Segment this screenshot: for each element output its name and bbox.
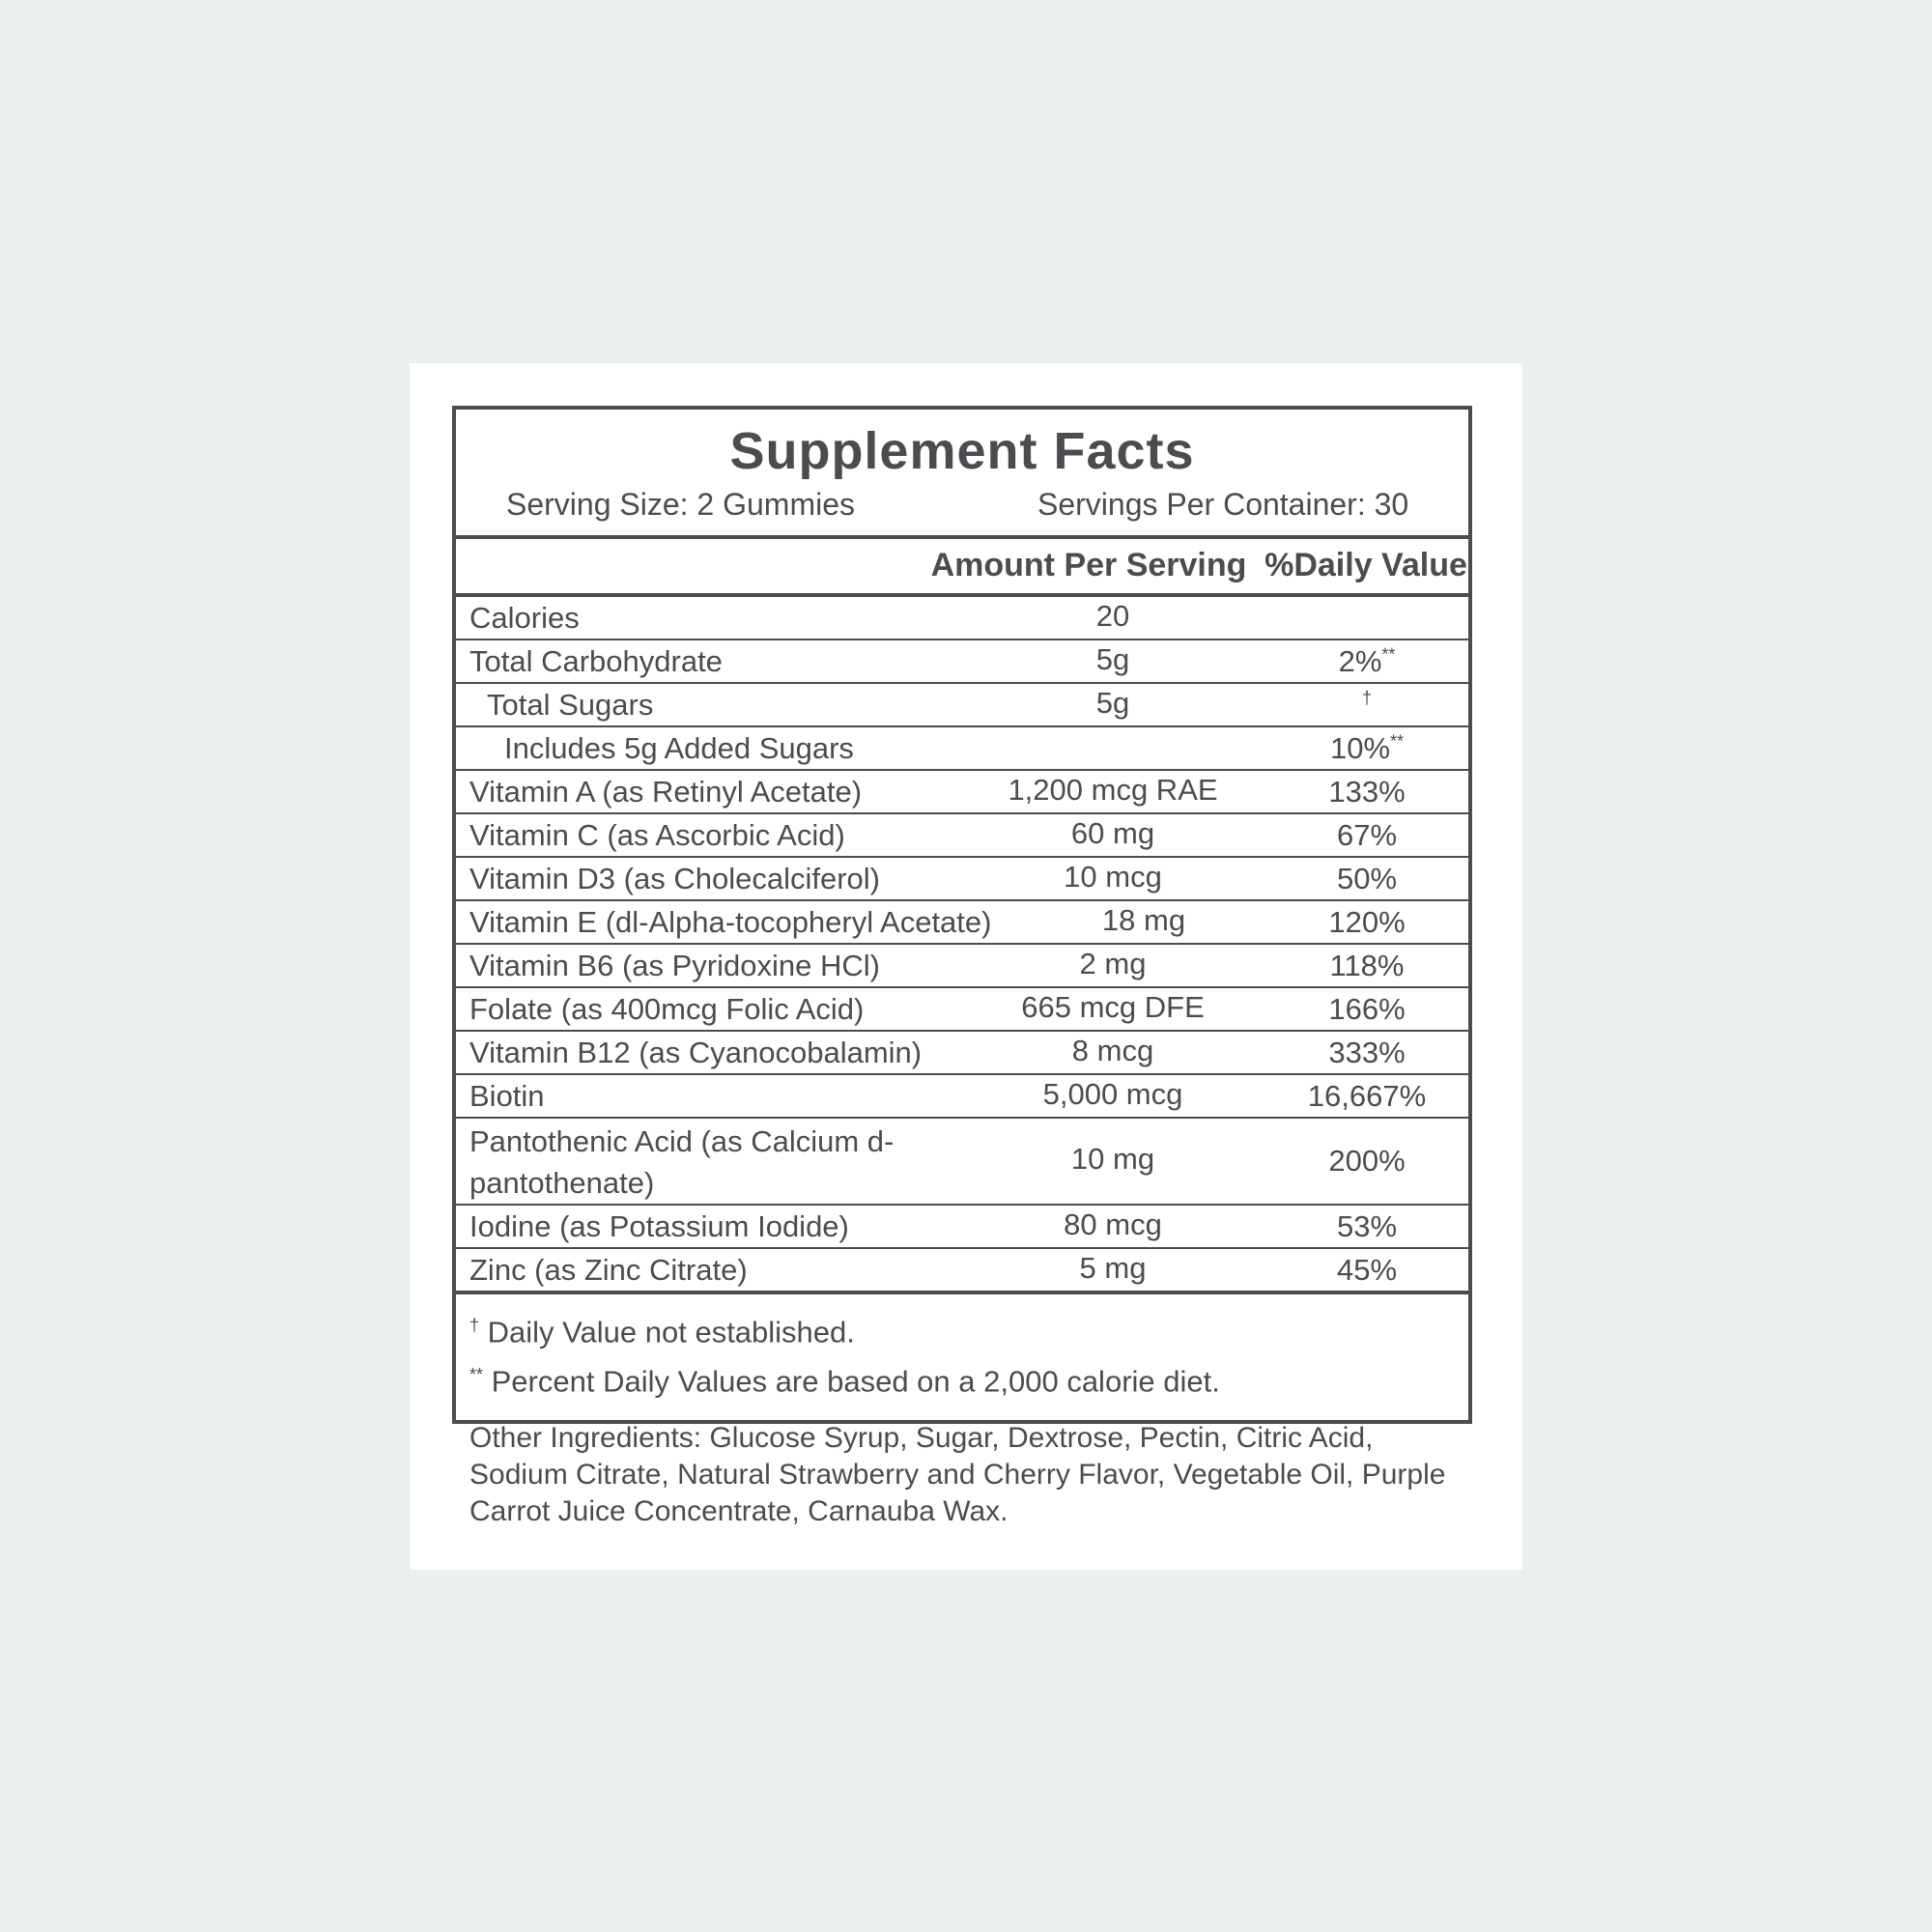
nutrient-dv: 133% [1328,775,1406,809]
nutrient-row [456,727,1468,771]
nutrient-name: Vitamin C (as Ascorbic Acid) [469,818,845,852]
nutrient-name: Folate (as 400mcg Folic Acid) [469,992,865,1026]
nutrient-name: Vitamin B6 (as Pyridoxine HCl) [469,949,880,982]
percent-footnote: ** Percent Daily Values are based on a 2,000 calorie diet. [469,1364,1220,1399]
nutrient-row [456,988,1468,1032]
nutrient-row [456,945,1468,988]
daily-value-header: %Daily Value [1264,547,1467,583]
nutrient-name: Total Carbohydrate [469,644,723,678]
nutrient-dv: 45% [1336,1253,1398,1287]
nutrient-amount: 18 mg [1101,903,1186,937]
footnotes [456,1294,1468,1404]
nutrient-amount: 1,200 mcg RAE [1008,773,1218,807]
nutrient-row [456,771,1468,814]
nutrient-row [456,1206,1468,1249]
serving-size: Serving Size: 2 Gummies [506,487,856,522]
nutrient-dv: † [1361,688,1372,708]
nutrient-name: Total Sugars [487,688,654,722]
nutrient-amount: 5,000 mcg [1042,1077,1183,1111]
nutrient-name: Zinc (as Zinc Citrate) [469,1253,748,1287]
nutrient-dv: 53% [1336,1209,1398,1243]
nutrient-amount: 5g [1095,686,1130,720]
nutrient-dv: 120% [1328,905,1406,939]
nutrient-name: Includes 5g Added Sugars [504,731,854,765]
nutrient-name: Vitamin E (dl-Alpha-tocopheryl Acetate) [469,905,992,939]
nutrient-row [456,814,1468,858]
nutrient-name: Iodine (as Potassium Iodide) [469,1209,849,1243]
nutrient-row [456,640,1468,684]
dagger-footnote: † Daily Value not established. [469,1315,855,1350]
nutrient-name: Vitamin D3 (as Cholecalciferol) [469,862,880,895]
panel-title: Supplement Facts [729,422,1195,480]
nutrient-row [456,1119,1468,1206]
nutrient-row [456,901,1468,945]
column-header [456,539,1468,593]
supplement-facts-panel [452,406,1472,1424]
nutrient-row [456,1249,1468,1291]
nutrient-amount: 60 mg [1070,816,1155,850]
nutrient-amount: 10 mg [1070,1142,1155,1176]
nutrient-amount: 665 mcg DFE [1021,990,1205,1024]
nutrient-dv: 166% [1328,992,1406,1026]
amount-header: Amount Per Serving [930,547,1247,583]
nutrient-dv: 118% [1329,949,1405,982]
nutrient-row [456,1032,1468,1075]
nutrient-amount: 20 [1095,599,1130,633]
other-ingredients: Other Ingredients: Glucose Syrup, Sugar, Dextrose, Pectin, Citric Acid, Sodium Citrate, Natural Strawberry and Cherry Flavor, Vegetable Oil, Purple Carrot Juice Concentrate, Carnauba Wax. [469,1422,1446,1527]
nutrient-name: Biotin [469,1079,545,1113]
nutrient-dv: 2%** [1338,644,1396,678]
nutrient-dv: 16,667% [1307,1079,1427,1113]
nutrient-amount: 80 mcg [1064,1208,1162,1241]
nutrient-row [456,858,1468,901]
nutrient-row [456,597,1468,640]
nutrient-row [456,1075,1468,1119]
servings-per-container: Servings Per Container: 30 [1037,487,1409,522]
nutrient-amount: 5g [1095,642,1130,676]
nutrient-name: Vitamin B12 (as Cyanocobalamin) [469,1036,923,1069]
nutrient-dv: 333% [1328,1036,1406,1069]
nutrient-amount: 2 mg [1079,947,1147,980]
nutrient-amount: 8 mcg [1071,1034,1154,1067]
nutrient-dv: 200% [1328,1144,1406,1178]
nutrient-dv: 50% [1336,862,1398,895]
nutrient-name: Calories [469,601,580,635]
nutrient-dv: 67% [1336,818,1398,852]
nutrient-row [456,684,1468,727]
nutrient-name: Pantothenic Acid (as Calcium d-pantothenate) [469,1124,895,1200]
nutrient-dv: 10%** [1329,731,1405,765]
nutrient-amount: 5 mg [1079,1251,1147,1285]
nutrient-table [456,597,1468,1291]
nutrient-name: Vitamin A (as Retinyl Acetate) [469,775,863,809]
serving-info [456,483,1468,535]
nutrient-amount: 10 mcg [1064,860,1162,894]
label-card [410,363,1522,1570]
